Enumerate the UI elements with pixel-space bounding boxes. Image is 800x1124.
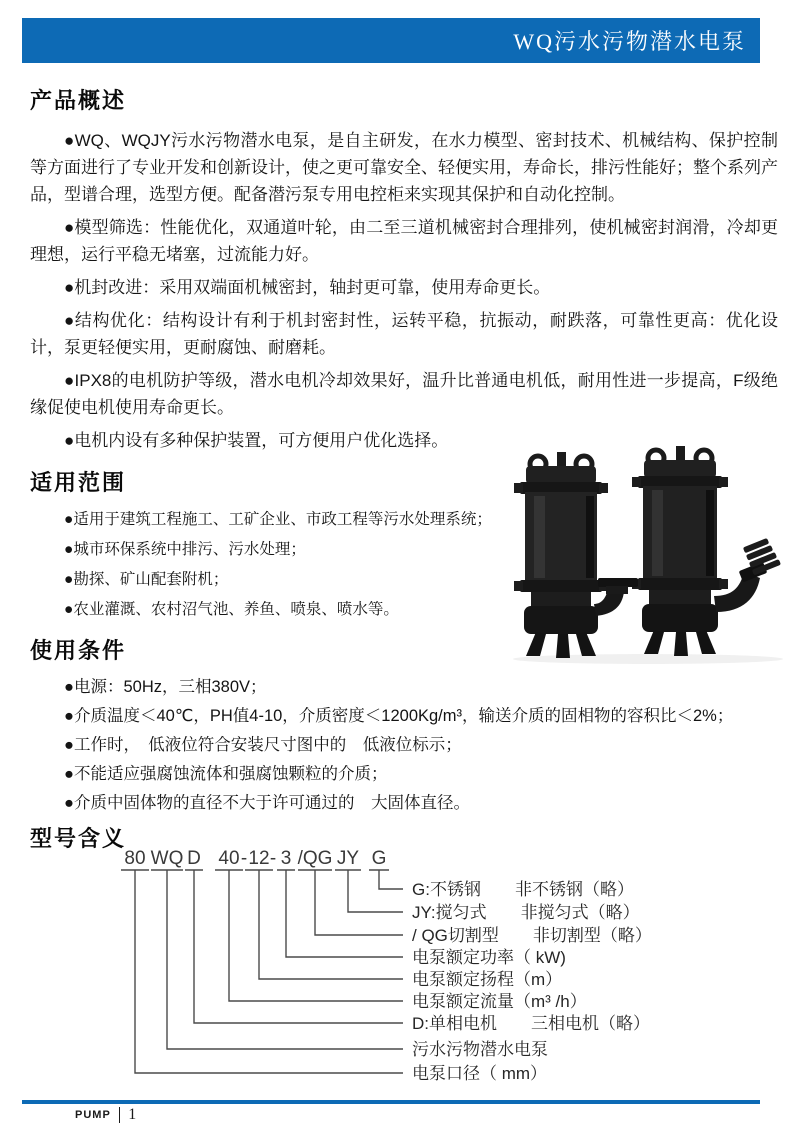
- section-conditions: [30, 634, 778, 818]
- model-dash: -: [240, 848, 248, 869]
- overview-paragraphs: [30, 127, 778, 454]
- model-segment: 3: [280, 848, 292, 869]
- model-segment: G: [371, 848, 387, 869]
- conditions-list: [30, 673, 778, 818]
- page-number: 1: [128, 1106, 137, 1123]
- section-overview: [30, 84, 778, 460]
- overview-paragraph: ●WQ、WQJY污水污物潜水电泵，是自主研发，在水力模型、密封技术、机械结构、保护控制等方面进行了专业开发和创新设计，使之更可靠安全、轻便实用，寿命长，排污性能好；整个系列产品，型谱合理，选型方便。配备潜污泵专用电控柜来实现其保护和自动化控制。: [30, 131, 778, 204]
- pump-right: [632, 446, 781, 656]
- list-item: ●适用于建筑工程施工、工矿企业、市政工程等污水处理系统；: [64, 511, 492, 528]
- model-segment: 12: [248, 848, 270, 869]
- model-label: 污水污物潜水电泵: [412, 1040, 548, 1059]
- overview-paragraph: ●IPX8的电机防护等级，潜水电机冷却效果好，温升比普通电机低，耐用性进一步提高，F级绝缘促使电机使用寿命更长。: [30, 371, 778, 417]
- list-item: ●城市环保系统中排污、污水处理；: [64, 541, 306, 558]
- model-dash: -: [269, 848, 277, 869]
- page-title: WQ污水污物潜水电泵: [513, 29, 746, 54]
- list-item: ●介质中固体物的直径不大于许可通过的 大固体直径。: [64, 794, 470, 812]
- model-segment: /QG: [297, 848, 333, 869]
- overview-paragraph: ●模型筛选：性能优化，双通道叶轮，由二至三道机械密封合理排列，使机械密封润滑，冷却更理想，运行平稳无堵塞，过流能力好。: [30, 218, 778, 264]
- list-item: ●电源：50Hz，三相380V；: [64, 678, 267, 696]
- model-label: 电泵口径（ mm）: [412, 1064, 548, 1083]
- list-item: ●不能适应强腐蚀流体和强腐蚀颗粒的介质；: [64, 765, 388, 783]
- footer: [75, 1106, 136, 1124]
- list-item: ●农业灌溉、农村沼气池、养鱼、喷泉、喷水等。: [64, 601, 399, 618]
- model-label: G:不锈钢 非不锈钢（略）: [412, 880, 634, 899]
- section-application: [30, 466, 508, 625]
- application-list: [30, 505, 508, 625]
- model-designation-diagram: [0, 845, 800, 1097]
- pump-left: [514, 452, 638, 658]
- model-segment: JY: [336, 848, 360, 869]
- model-label: D:单相电机 三相电机（略）: [412, 1014, 650, 1033]
- application-heading: 适用范围: [30, 470, 127, 495]
- footer-rule: [22, 1100, 760, 1104]
- model-label: 电泵额定流量（m³ /h）: [412, 992, 587, 1011]
- model-segment: 40: [218, 848, 240, 869]
- list-item: ●工作时， 低液位符合安装尺寸图中的 低液位标示；: [64, 736, 462, 754]
- overview-paragraph: ●机封改进：采用双端面机械密封，轴封更可靠，使用寿命更长。: [64, 278, 551, 297]
- overview-paragraph: ●结构优化：结构设计有利于机封密封性，运转平稳，抗振动，耐跌落，可靠性更高：优化设计，泵更轻便实用，更耐腐蚀、耐磨耗。: [30, 311, 778, 357]
- model-heading: 型号含义: [30, 826, 127, 851]
- header-band: [22, 18, 760, 63]
- model-label: / QG切割型 非切割型（略）: [412, 926, 652, 945]
- model-label: 电泵额定功率（ kW): [412, 948, 566, 967]
- model-segment: D: [187, 848, 201, 869]
- overview-paragraph: ●电机内设有多种保护装置，可方便用户优化选择。: [64, 431, 449, 450]
- pump-product-photo: [498, 446, 798, 666]
- list-item: ●介质温度＜40℃，PH值4-10，介质密度＜1200Kg/m³，输送介质的固相物的容积比＜2%；: [64, 707, 734, 725]
- model-label: JY:搅匀式 非搅匀式（略）: [412, 903, 640, 922]
- list-item: ●勘探、矿山配套附机；: [64, 571, 229, 588]
- footer-divider: [119, 1107, 121, 1123]
- footer-brand: PUMP: [75, 1109, 111, 1121]
- model-segment: WQ: [150, 848, 184, 869]
- conditions-heading: 使用条件: [30, 638, 127, 663]
- overview-heading: 产品概述: [30, 88, 127, 113]
- model-segment: 80: [124, 848, 146, 869]
- model-label: 电泵额定扬程（m）: [412, 970, 563, 989]
